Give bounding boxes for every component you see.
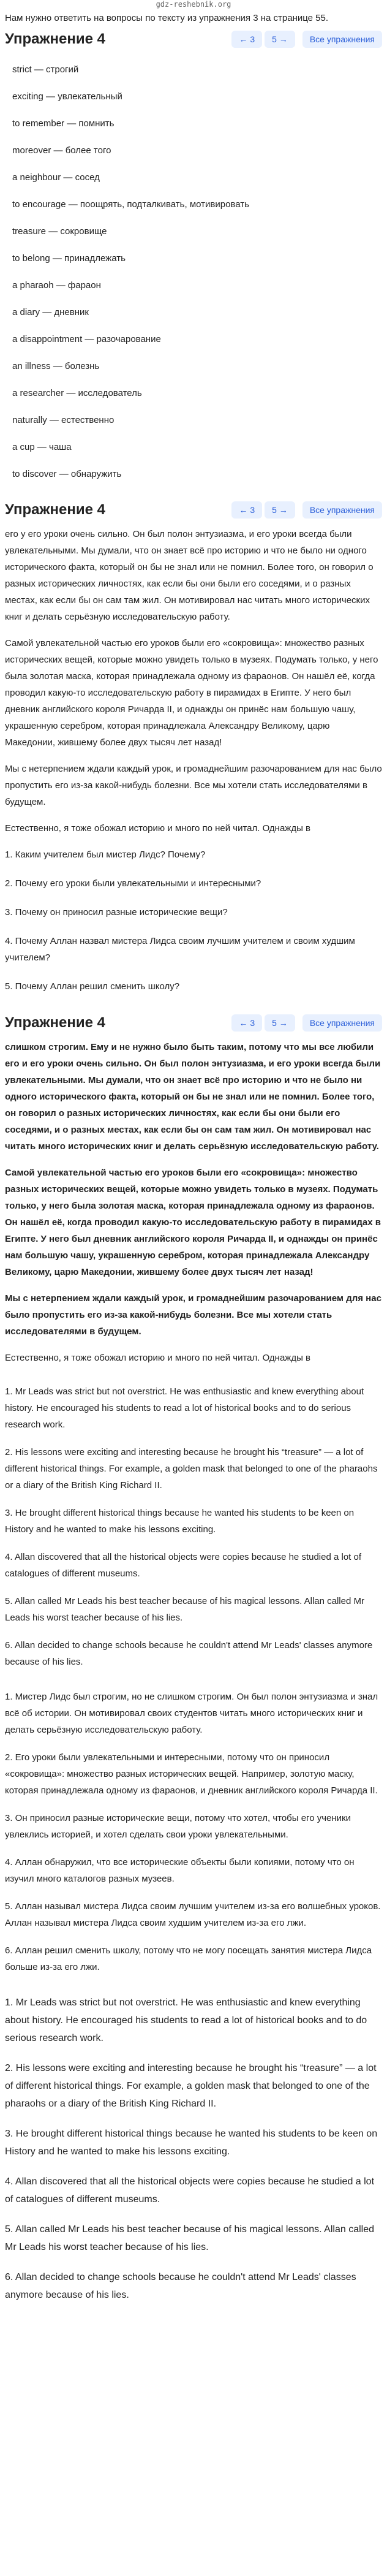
exercise-nav <box>231 1014 382 1032</box>
exercise-title: Упражнение 4 <box>5 501 105 518</box>
vocab-item: exciting — увлекательный <box>12 91 122 102</box>
exercise-header-3 <box>0 1011 387 1035</box>
vocab-item: treasure — сокровище <box>12 226 107 237</box>
reading-text-2 <box>0 1035 387 1380</box>
text-paragraph: Самой увлекательной частью его уроков были его «сокровища»: множество разных исторических вещей, которые можно увидеть только в музеях. Подумать только, у него была золотая маска, которая принадлежала одному из фараонов. Он нашёл её, когда проводил какую-то исследовательскую работу в пирамидах в Египте. У него был дневник английского короля Ричарда II, и однажды он принёс нам большую чашу, украшенную серебром, которая принадлежала Александру Великому, царю Македонии, жившему более двух тысяч лет назад! <box>5 1168 381 1277</box>
text-paragraph: его у его уроки очень сильно. Он был полон энтузиазма, и его уроки всегда были увлекательными. Мы думали, что он знает всё про историю и что не было ни одного исторического факта, который он бы не знал или не помнил. Более того, он говорил о разных исторических личностях, как если бы они были его соседями, и о разных местах, как если бы он сам там жил. Он мотивировал нас читать много исторических книг и делать серьёзную исследовательскую работу. <box>5 529 374 622</box>
exercise-title: Упражнение 4 <box>5 1014 105 1031</box>
reading-text-1 <box>0 522 387 1011</box>
vocab-item: moreover — более того <box>12 145 111 156</box>
answers-russian <box>0 1685 387 1990</box>
exercise-nav <box>231 31 382 48</box>
text-paragraph: Естественно, я тоже обожал историю и много по ней читал. Однажды в <box>5 1353 310 1363</box>
text-paragraph: Мы с нетерпением ждали каждый урок, и громаднейшим разочарованием для нас было пропустить его из-за какой-нибудь болезни. Все мы хотели стать исследователями в будущем. <box>5 1293 381 1337</box>
answer-item: 6. Allan decided to change schools because he couldn't attend Mr Leads' classes anymore because of his lies. <box>5 1640 373 1667</box>
answer-item: 2. His lessons were exciting and interesting because he brought his “treasure” — a lot of different historical things. For example, a golden mask that belonged to one of the pharaohs or a diary of the British King Richard II. <box>5 2063 377 2109</box>
vocab-item: a diary — дневник <box>12 307 89 317</box>
next-exercise-button[interactable]: 5 → <box>265 501 295 519</box>
next-exercise-button[interactable]: 5 → <box>265 1014 295 1032</box>
vocab-item: a neighbour — сосед <box>12 172 100 183</box>
all-exercises-button[interactable]: Все упражнения <box>302 501 382 519</box>
vocab-item: a disappointment — разочарование <box>12 334 161 344</box>
prev-exercise-button[interactable]: ← 3 <box>231 31 262 48</box>
answer-item: 4. Allan discovered that all the historical objects were copies because he studied a lot of catalogues of different museums. <box>5 2176 375 2205</box>
answers-english-large <box>0 1990 387 2320</box>
answer-item: 1. Мистер Лидс был строгим, но не слишком строгим. Он был полон энтузиазма и знал всё об истории. Он мотивировал своих студентов читать много исторических книг и делать серьёзную исследовательскую работу. <box>5 1692 378 1735</box>
question: 5. Почему Аллан решил сменить школу? <box>5 981 180 992</box>
answer-item: 6. Allan decided to change schools because he couldn't attend Mr Leads' classes anymore because of his lies. <box>5 2272 356 2300</box>
question: 3. Почему он приносил разные исторические вещи? <box>5 907 228 918</box>
text-paragraph: Естественно, я тоже обожал историю и много по ней читал. Однажды в <box>5 823 310 834</box>
next-exercise-button[interactable]: 5 → <box>265 31 295 48</box>
question: 2. Почему его уроки были увлекательными и интересными? <box>5 878 261 889</box>
vocab-item: a researcher — исследователь <box>12 388 142 398</box>
vocab-item: to encourage — поощрять, подталкивать, мотивировать <box>12 199 249 210</box>
answer-item: 3. Он приносил разные исторические вещи, потому что хотел, чтобы его ученики увлеклись историей, и хотел сделать свои уроки увлекательными. <box>5 1813 351 1840</box>
exercise-header <box>0 27 387 51</box>
answer-item: 4. Аллан обнаружил, что все исторические объекты были копиями, потому что он изучил много каталогов разных музеев. <box>5 1857 355 1884</box>
answer-item: 1. Mr Leads was strict but not overstrict. He was enthusiastic and knew everything about history. He encouraged his students to read a lot of historical books and to do serious research work. <box>5 1386 364 1430</box>
vocab-item: to belong — принадлежать <box>12 253 126 264</box>
vocab-item: naturally — естественно <box>12 415 115 425</box>
vocab-item: a pharaoh — фараон <box>12 280 101 291</box>
answer-item: 1. Mr Leads was strict but not overstrict. He was enthusiastic and knew everything about history. He encouraged his students to read a lot of historical books and to do serious research work. <box>5 1997 367 2043</box>
answer-item: 3. He brought different historical things because he wanted his students to be keen on History and he wanted to make his lessons exciting. <box>5 1508 355 1535</box>
prev-exercise-button[interactable]: ← 3 <box>231 1014 262 1032</box>
answer-item: 3. He brought different historical things because he wanted his students to be keen on History and he wanted to make his lessons exciting. <box>5 2129 378 2157</box>
exercise-nav <box>231 501 382 519</box>
all-exercises-button[interactable]: Все упражнения <box>302 1014 382 1032</box>
answer-item: 6. Аллан решил сменить школу, потому что не могу посещать занятия мистера Лидса больше из-за его лжи. <box>5 1945 372 1972</box>
answers-english <box>0 1380 387 1685</box>
exercise-title: Упражнение 4 <box>5 31 105 47</box>
prev-exercise-button[interactable]: ← 3 <box>231 501 262 519</box>
answer-item: 2. Его уроки были увлекательными и интересными, потому что он приносил «сокровища»: множество разных исторических вещей. Например, золотую маску, которая принадлежала одному из фараонов, и дневник английского короля Ричарда II. <box>5 1752 378 1796</box>
text-paragraph: Мы с нетерпением ждали каждый урок, и громаднейшим разочарованием для нас было пропустить его из-за какой-нибудь болезни. Все мы хотели стать исследователями в будущем. <box>5 764 382 807</box>
intro-text: Нам нужно ответить на вопросы по тексту из упражнения 3 на странице 55. <box>5 13 329 23</box>
vocab-item: to discover — обнаружить <box>12 469 122 479</box>
vocab-item: an illness — болезнь <box>12 361 100 371</box>
text-paragraph: Самой увлекательной частью его уроков были его «сокровища»: множество разных исторических вещей, которые можно увидеть только в музеях. Подумать только, у него была золотая маска, которая принадлежала одному из фараонов. Он нашёл её, когда проводил какую-то исследовательскую работу в пирамидах в Египте. У него был дневник английского короля Ричарда II, и однажды он принёс нам большую чашу, украшенную серебром, которая принадлежала Александру Великому, царю Македонии, жившему более двух тысяч лет назад! <box>5 638 378 748</box>
question: 4. Почему Аллан назвал мистера Лидса своим лучшим учителем и своим худшим учителем? <box>5 936 355 963</box>
site-domain: gdz-reshebnik.org <box>156 0 231 9</box>
answer-item: 5. Allan called Mr Leads his best teacher because of his magical lessons. Allan called Mr Leads his worst teacher because of his lies. <box>5 2224 375 2252</box>
answer-item: 5. Аллан называл мистера Лидса своим лучшим учителем из-за его волшебных уроков. Аллан называл мистера Лидса своим худшим учителем из-за его лжи. <box>5 1901 381 1928</box>
vocab-item: strict — строгий <box>12 64 79 75</box>
question: 1. Каким учителем был мистер Лидс? Почему? <box>5 849 206 860</box>
text-paragraph: слишком строгим. Ему и не нужно было быть таким, потому что мы все любили его и его уроки очень сильно. Он был полон энтузиазма, и его уроки всегда были увлекательными. Мы думали, что он знает всё про историю и что не было ни одного исторического факта, который он бы не знал или не помнил. Более того, он говорил о разных исторических личностях, как если бы они были его соседями, и о разных местах, как если бы он сам там жил. Он мотивировал нас читать много исторических книг и делать серьёзную исследовательскую работу. <box>5 1042 381 1152</box>
vocab-item: to remember — помнить <box>12 118 115 129</box>
answer-item: 2. His lessons were exciting and interesting because he brought his “treasure” — a lot of different historical things. For example, a golden mask that belonged to one of the pharaohs or a diary of the British King Richard II. <box>5 1447 378 1491</box>
all-exercises-button[interactable]: Все упражнения <box>302 31 382 48</box>
vocab-item: a cup — чаша <box>12 442 72 452</box>
answer-item: 5. Allan called Mr Leads his best teacher because of his magical lessons. Allan called Mr Leads his worst teacher because of his lies. <box>5 1596 364 1623</box>
vocabulary-list <box>0 51 387 498</box>
exercise-header-2 <box>0 498 387 522</box>
answer-item: 4. Allan discovered that all the historical objects were copies because he studied a lot of catalogues of different museums. <box>5 1552 362 1579</box>
